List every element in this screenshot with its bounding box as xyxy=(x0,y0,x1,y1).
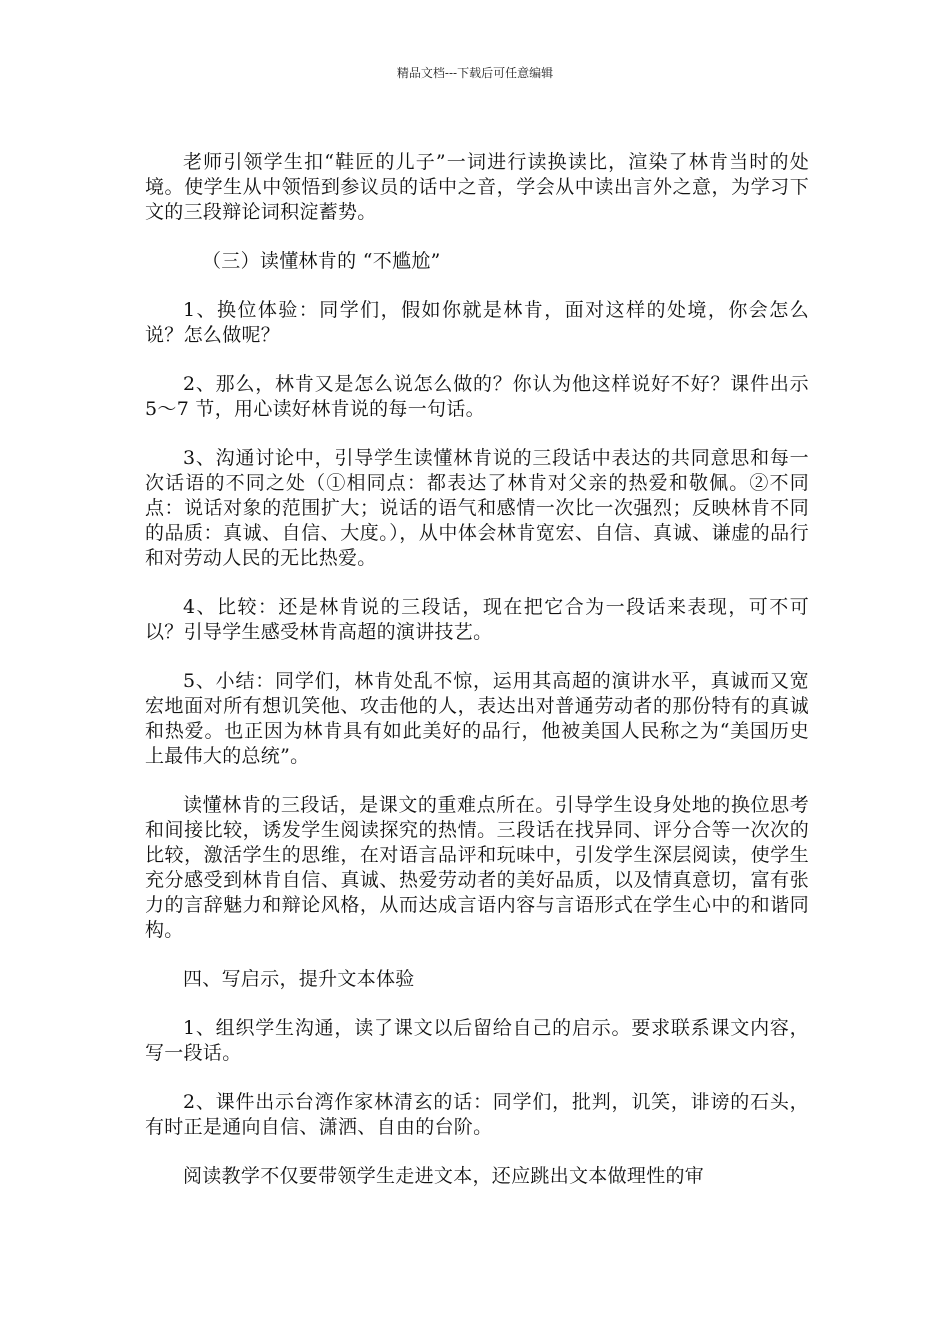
paragraph: 读懂林肯的三段话，是课文的重难点所在。引导学生设身处地的换位思考和间接比较，诱发学生阅读探究的热情。三段话在找异同、评分合等一次次的比较，激活学生的思维，在对语言品评和玩味中，引发学生深层阅读，使学生充分感受到林肯自信、真诚、热爱劳动者的美好品质，以及情真意切，富有张力的言辞魅力和辩论风格，从而达成言语内容与言语形式在学生心中的和谐同构。 xyxy=(145,794,809,941)
paragraph: 5、小结：同学们，林肯处乱不惊，运用其高超的演讲水平，真诚而又宽宏地面对所有想讥笑他、攻击他的人，表达出对普通劳动者的那份特有的真诚和热爱。也正因为林肯具有如此美好的品行，他被美国人民称之为“美国历史上最伟大的总统”。 xyxy=(145,670,809,767)
paragraph: 1、换位体验：同学们，假如你就是林肯，面对这样的处境，你会怎么说？怎么做呢？ xyxy=(145,299,809,346)
section-heading: （三）读懂林肯的 “不尴尬” xyxy=(202,250,441,272)
paragraph: 1、组织学生沟通，读了课文以后留给自己的启示。要求联系课文内容，写一段话。 xyxy=(145,1017,809,1064)
paragraph: 阅读教学不仅要带领学生走进文本，还应跳出文本做理性的审 xyxy=(183,1165,705,1187)
document-body xyxy=(145,150,809,1213)
paragraph: 4、比较：还是林肯说的三段话，现在把它合为一段话来表现，可不可以？引导学生感受林肯高超的演讲技艺。 xyxy=(145,596,809,643)
paragraph: 2、那么，林肯又是怎么说怎么做的？你认为他这样说好不好？课件出示 5～7 节，用心读好林肯说的每一句话。 xyxy=(145,373,809,420)
paragraph: 2、课件出示台湾作家林清玄的话：同学们，批判，讥笑，诽谤的石头，有时正是通向自信、潇洒、自由的台阶。 xyxy=(145,1091,809,1138)
section-heading: 四、写启示，提升文本体验 xyxy=(183,968,415,990)
paragraph: 3、沟通讨论中，引导学生读懂林肯说的三段话中表达的共同意思和每一次话语的不同之处（①相同点：都表达了林肯对父亲的热爱和敬佩。②不同点：说话对象的范围扩大；说话的语气和感情一次比一次强烈；反映林肯不同的品质：真诚、自信、大度。），从中体会林肯宽宏、自信、真诚、谦虚的品行和对劳动人民的无比热爱。 xyxy=(145,447,809,569)
paragraph: 老师引领学生扣“鞋匠的儿子”一词进行读换读比，渲染了林肯当时的处境。使学生从中领悟到参议员的话中之音，学会从中读出言外之意，为学习下文的三段辩论词积淀蓄势。 xyxy=(145,151,809,223)
page-header: 精品文档---下载后可任意编辑 xyxy=(396,66,554,80)
